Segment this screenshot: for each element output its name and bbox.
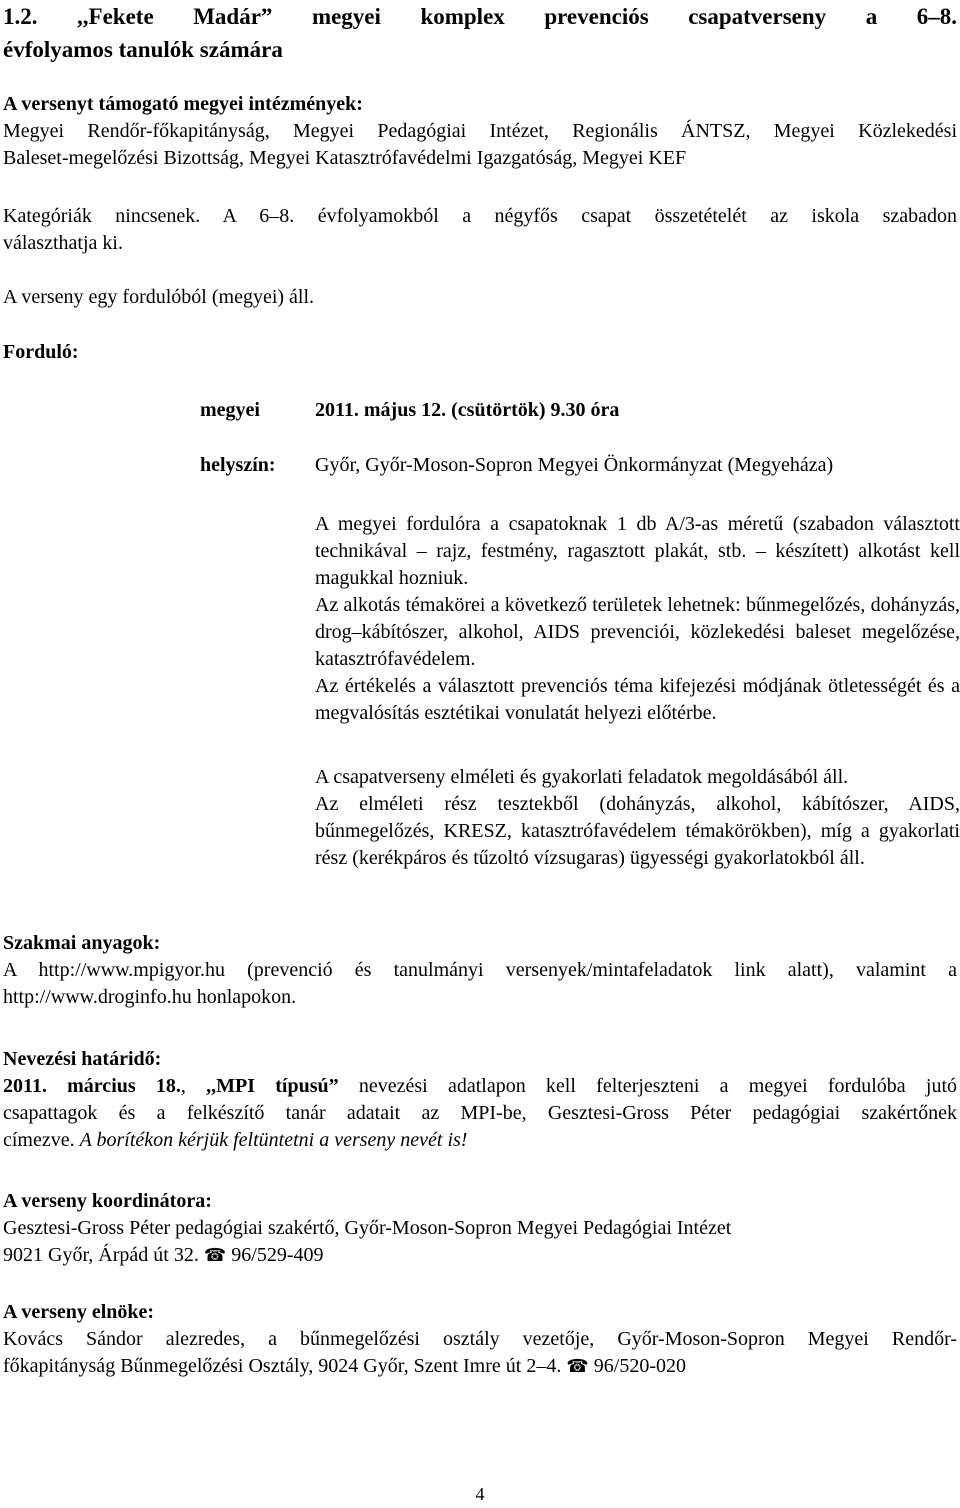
supporters-heading: A versenyt támogató megyei intézmények: — [3, 93, 363, 115]
document-title — [3, 0, 957, 66]
round-description — [315, 511, 960, 727]
president-line-1: Kovács Sándor alezredes, a bűnmegelőzési osztály vezetője, Győr-Moson-Sopron Megyei Rendőr- — [3, 1328, 957, 1350]
deadline-separator: , — [180, 1075, 207, 1097]
materials-heading: Szakmai anyagok: — [3, 932, 161, 954]
deadline-section — [3, 1046, 957, 1154]
round-paragraph-1: A megyei fordulóra a csapatoknak 1 db A/3-as méretű (szabadon választott technikával – rajz, festmény, ragasztott plakát, stb. – készített) alkotást kell magukkal hozniuk. — [315, 513, 960, 589]
deadline-form-name: ,,MPI típusú” — [206, 1075, 339, 1097]
deadline-line-2: csapattagok és a felkészítő tanár adatait az MPI-be, Gesztesi-Gross Péter pedagógiai szakértőnek — [3, 1102, 957, 1124]
coordinator-section — [3, 1188, 957, 1269]
materials-line-2: http://www.droginfo.hu honlapokon. — [3, 986, 297, 1008]
supporters-section — [3, 91, 957, 172]
deadline-heading: Nevezési határidő: — [3, 1048, 162, 1070]
categories-line-2: választhatja ki. — [3, 232, 123, 254]
coordinator-phone: 96/529-409 — [226, 1244, 324, 1266]
round-paragraph-3: Az értékelés a választott prevenciós téma kifejezési módjának ötletességét és a megvalósítás esztétikai vonulatát helyezi előtérbe. — [315, 675, 960, 724]
phone-icon: ☎ — [203, 1245, 227, 1266]
title-line-2: évfolyamos tanulók számára — [3, 37, 283, 62]
deadline-line-3 — [3, 1127, 957, 1154]
categories-line-1: Kategóriák nincsenek. A 6–8. évfolyamokból a négyfős csapat összetételét az iskola szabadon — [3, 205, 957, 227]
round-label-place: helyszín: — [200, 454, 276, 476]
round-place: Győr, Győr-Moson-Sopron Megyei Önkormányzat (Megyeháza) — [315, 454, 834, 476]
round-paragraph-4: A csapatverseny elméleti és gyakorlati feladatok megoldásából áll. — [315, 766, 849, 788]
deadline-line-3-italic: A borítékon kérjük feltüntetni a verseny nevét is! — [79, 1129, 468, 1151]
rounds-text: A verseny egy fordulóból (megyei) áll. — [3, 286, 315, 308]
page-number: 4 — [475, 1484, 485, 1504]
president-section — [3, 1299, 957, 1380]
president-heading: A verseny elnöke: — [3, 1301, 155, 1323]
coordinator-address-line — [3, 1242, 957, 1269]
coordinator-heading: A verseny koordinátora: — [3, 1190, 212, 1212]
round-label-megyei: megyei — [200, 399, 260, 421]
round-tasks — [315, 764, 960, 872]
round-date: 2011. május 12. (csütörtök) 9.30 óra — [315, 399, 620, 421]
coordinator-line-1: Gesztesi-Gross Péter pedagógiai szakértő, Győr-Moson-Sopron Megyei Pedagógiai Intézet — [3, 1217, 732, 1239]
categories-section — [3, 203, 957, 257]
title — [3, 0, 957, 66]
deadline-text-1: nevezési adatlapon kell felterjeszteni a megyei fordulóba jutó — [338, 1075, 957, 1097]
supporters-line-1: Megyei Rendőr-főkapitányság, Megyei Pedagógiai Intézet, Regionális ÁNTSZ, Megyei Közlekedési — [3, 120, 957, 142]
president-line-2 — [3, 1353, 957, 1380]
phone-icon: ☎ — [566, 1356, 589, 1377]
round-paragraph-5: Az elméleti rész tesztekből (dohányzás, alkohol, kábítószer, AIDS, bűnmegelőzés, KRESZ, katasztrófavédelem témakörökben), míg a gyakorlati rész (kerékpáros és tűzoltó vízsugaras) ügyességi gyakorlatokból áll. — [315, 793, 960, 869]
materials-line-1: A http://www.mpigyor.hu (prevenció és tanulmányi versenyek/mintafeladatok link alatt), valamint a — [3, 959, 957, 981]
round-place-row — [3, 452, 957, 479]
coordinator-address: 9021 Győr, Árpád út 32. — [3, 1244, 204, 1266]
round-heading — [3, 339, 957, 366]
president-address: főkapitányság Bűnmegelőzési Osztály, 9024 Győr, Szent Imre út 2–4. — [3, 1355, 567, 1377]
supporters-line-2: Baleset-megelőzési Bizottság, Megyei Katasztrófavédelmi Igazgatóság, Megyei KEF — [3, 147, 687, 169]
round-heading-label: Forduló: — [3, 341, 79, 363]
deadline-line-3-plain: címezve. — [3, 1129, 80, 1151]
president-phone: 96/520-020 — [588, 1355, 686, 1377]
round-paragraph-2: Az alkotás témakörei a következő területek lehetnek: bűnmegelőzés, dohányzás, drog–kábítószer, alkohol, AIDS prevenciói, közlekedési baleset megelőzése, katasztrófavédelem. — [315, 594, 960, 670]
deadline-line-1 — [3, 1073, 957, 1100]
deadline-date: 2011. március 18. — [3, 1075, 181, 1097]
materials-section — [3, 930, 957, 1011]
title-line-1: 1.2. ,,Fekete Madár” megyei komplex prevenciós csapatverseny a 6–8. — [3, 4, 957, 29]
round-date-row — [3, 397, 957, 424]
